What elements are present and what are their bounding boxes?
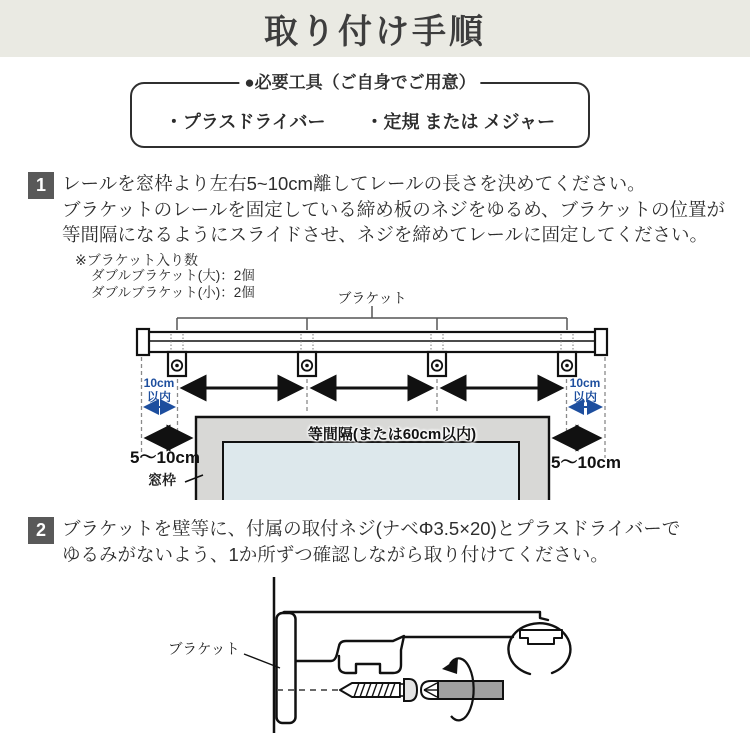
step2-line2: ゆるみがないよう、1か所ずつ確認しながら取り付けてください。 [62,543,609,565]
rail-end-cap-left [137,329,149,355]
side-margin-label-left: 5～10cm [130,448,200,467]
side-margin-label-right: 5～10cm [551,453,621,472]
page-title: 取り付け手順 [264,13,486,51]
equal-spacing-label: 等間隔(または60cm以内) [307,426,477,443]
required-tools-legend: ●必要工具（ご自身でご用意） [239,71,480,95]
screwdriver-shaft [438,681,503,699]
rail-brackets [168,352,576,376]
bracket-count-note-title: ※ブラケット入り数 [75,252,199,268]
step1-number-badge: 1 [28,172,54,199]
window-frame-label: 窓枠 [148,472,176,488]
bracket [298,352,316,376]
mounting-screw [340,679,417,701]
screwdriver [421,681,503,699]
runner-slot [520,630,562,644]
step2-line1: ブラケットを壁等に、付属の取付ネジ(ナベΦ3.5×20)とプラスドライバーで [62,518,681,539]
bracket-label-2: ブラケット [168,642,240,658]
bracket [168,352,186,376]
bracket-callout-label: ブラケット [337,290,407,306]
bracket-callout-lines [177,306,567,330]
bracket [428,352,446,376]
tool-item-ruler: ・定規 または メジャー [365,112,556,132]
rail-window-diagram [0,283,750,500]
rail-hook-clip [296,636,404,673]
bracket-screw-diagram [0,575,750,750]
rail-end-cap-right [595,329,607,355]
step2-number-badge: 2 [28,517,54,544]
screw-head [404,679,417,701]
bracket-count-large: ダブルブラケット(大)：2個 [91,268,255,283]
tool-item-screwdriver: ・プラスドライバー [164,112,326,132]
step1-line1: レールを窓枠より左右5~10cm離してレールの長さを決めてください。 [62,173,646,194]
step1-line3: 等間隔になるようにスライドさせ、ネジを締めてレールに固定してください。 [62,224,709,245]
rail-cross-section [278,612,570,674]
step2-text [62,516,680,567]
within-10cm-label-left: 10cm 以内 [143,376,175,404]
bracket-count-small: ダブルブラケット(小)：2個 [91,284,255,300]
rotation-arrowhead [442,658,458,674]
curtain-rail [137,329,607,355]
step1-text [62,171,725,248]
step1-line2: ブラケットのレールを固定している締め板のネジをゆるめ、ブラケットの位置が [62,198,726,220]
required-tools-box [130,73,590,148]
title-band [0,0,750,57]
within-10cm-label-right: 10cm 以内 [569,376,601,404]
bracket [558,352,576,376]
